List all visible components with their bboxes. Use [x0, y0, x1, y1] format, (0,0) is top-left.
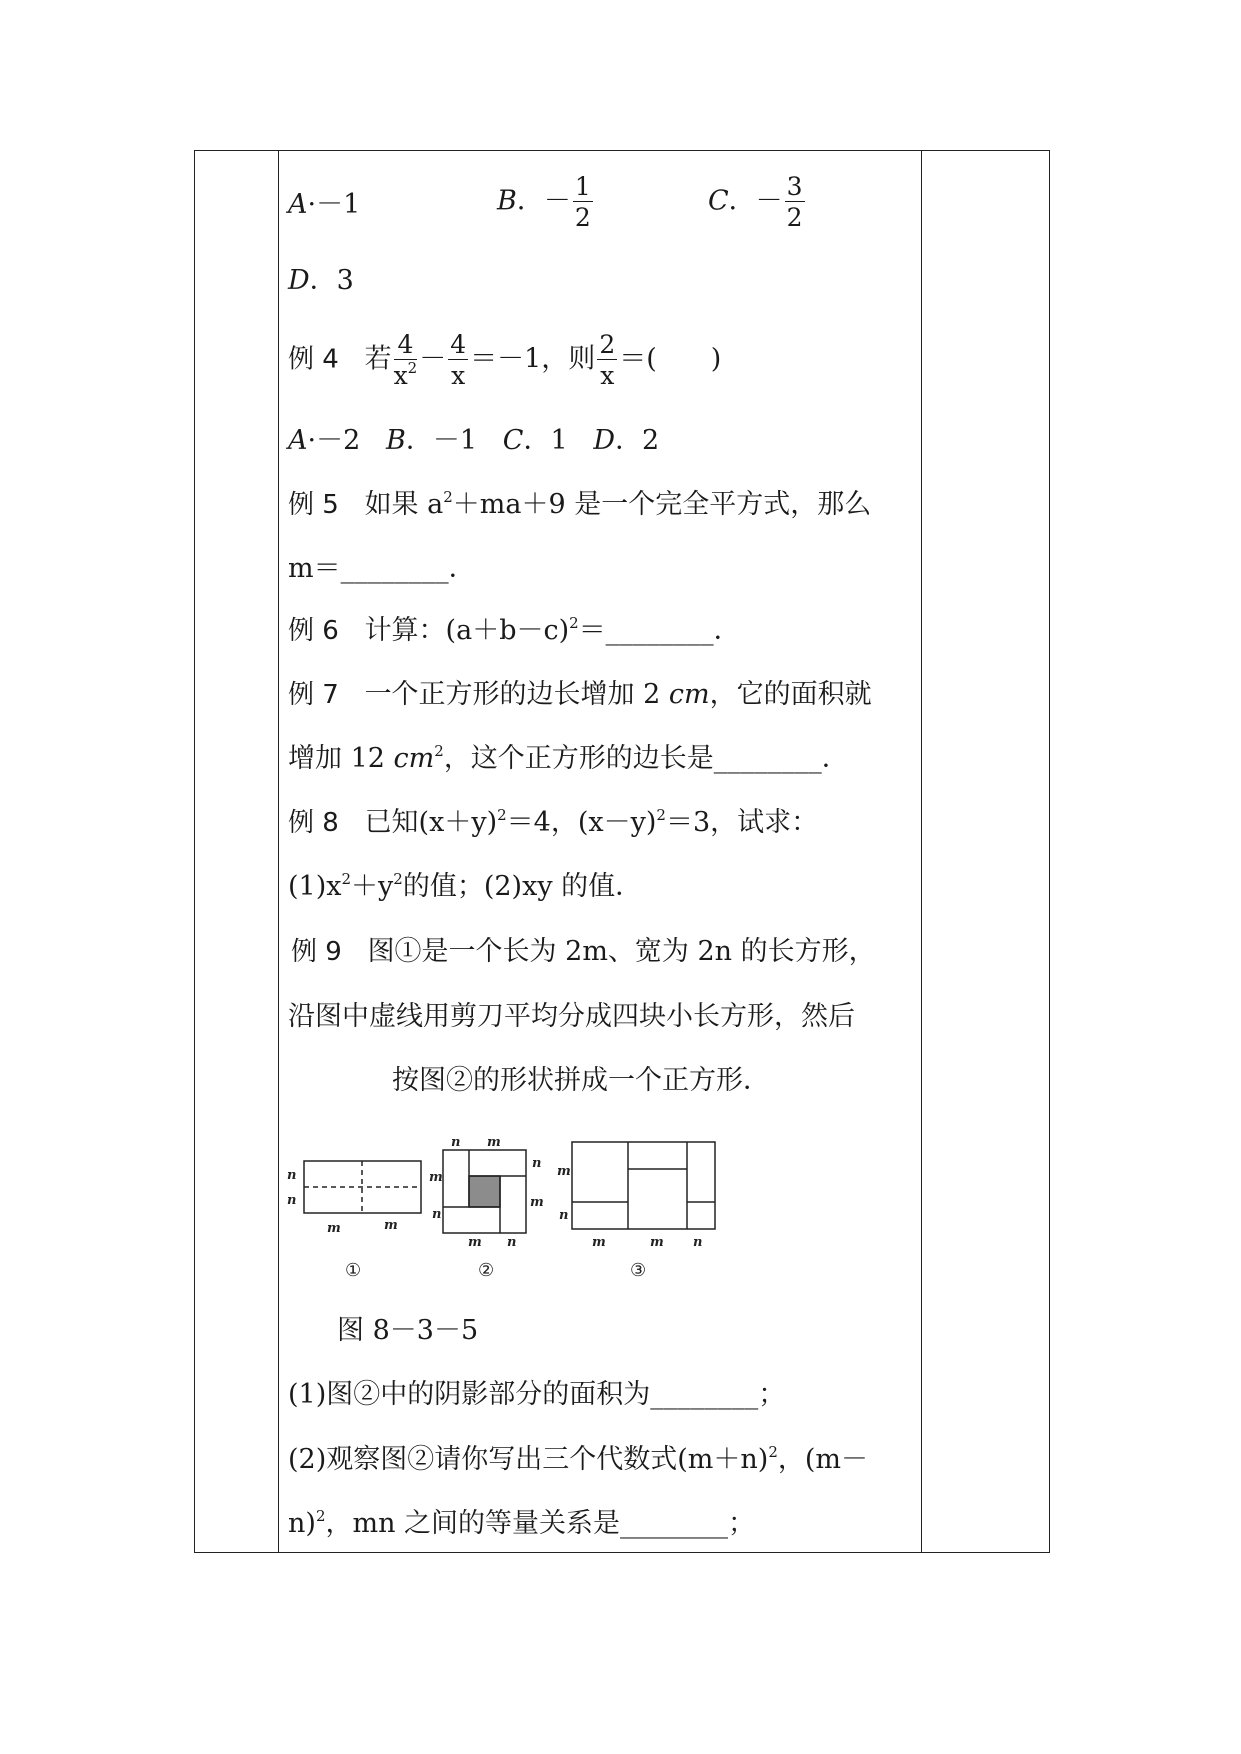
label-n: n: [559, 1208, 569, 1223]
label-m: m: [530, 1195, 544, 1210]
example-label: 例 4: [288, 344, 339, 375]
ex8-text-3: ＝3，试求：: [665, 807, 819, 838]
diagram-1-number: ①: [345, 1260, 362, 1281]
ex6-text-1: 计算：(a＋b－c): [364, 615, 570, 646]
label-m: m: [557, 1164, 571, 1179]
ex4-fraction-1: [394, 332, 418, 388]
ex8-sub-1: (1)x: [288, 871, 342, 902]
ex8-question: [288, 806, 818, 840]
ex9-question: [291, 935, 876, 969]
fraction-numerator: 1: [574, 172, 591, 201]
superscript: 2: [407, 359, 418, 377]
label-m: m: [592, 1235, 606, 1250]
ex3-option-d: [288, 264, 354, 298]
ex4-text-pre: 若: [364, 343, 392, 375]
label-n: n: [287, 1193, 297, 1208]
option-a-value: ·－1: [307, 189, 361, 220]
ex3-option-b: [497, 174, 595, 230]
option-b-fraction: [573, 174, 593, 230]
example-label: 例 7: [288, 680, 339, 710]
table-column-divider-left: [278, 150, 279, 1553]
ex6-text-2: ＝________．: [578, 615, 741, 646]
ex7-question: [288, 678, 872, 712]
superscript: 2: [443, 488, 453, 506]
label-n: n: [693, 1235, 703, 1250]
ex9-q2-text-3: n): [288, 1508, 316, 1539]
fraction-denominator: x: [451, 361, 466, 390]
figure-8-3-5: [285, 1138, 725, 1292]
label-m: m: [384, 1218, 398, 1233]
example-label: 例 9: [291, 937, 342, 967]
option-b-value: ．－1: [405, 425, 478, 456]
diagram-3-arrangement: [572, 1142, 715, 1229]
diagram-1-rectangle: [304, 1161, 421, 1213]
ex9-q2-text-4: ，mn 之间的等量关系是________；: [325, 1508, 756, 1539]
diagram-2-number: ②: [478, 1260, 495, 1281]
label-m: m: [468, 1235, 482, 1250]
ex8-subquestions: [288, 870, 642, 904]
option-d-value: ．3: [309, 265, 354, 296]
ex4-text-post: ＝( ): [619, 343, 722, 375]
ex9-subquestion-2: [288, 1443, 868, 1477]
label-n: n: [432, 1207, 442, 1222]
label-n: n: [507, 1235, 517, 1250]
superscript: 2: [768, 1443, 778, 1461]
option-d-value: ．2: [615, 425, 660, 456]
label-m: m: [327, 1221, 341, 1236]
example-label: 例 5: [288, 490, 339, 520]
ex8-text-1: 已知(x＋y): [364, 807, 498, 838]
superscript: 2: [434, 742, 444, 760]
fraction-denominator: [394, 360, 418, 388]
ex5-answer-line: m＝________．: [288, 553, 476, 584]
ex4-fraction-3: [597, 332, 617, 388]
option-b-sign: ．－: [516, 185, 571, 217]
label-n: n: [532, 1156, 542, 1171]
ex4-text-mid: ＝－1，则: [470, 343, 596, 375]
superscript: 2: [341, 870, 352, 888]
fraction-denominator-base: x: [393, 361, 408, 390]
option-c-value: ．1: [523, 425, 568, 456]
ex9-text-2: 沿图中虚线用剪刀平均分成四块小长方形，然后: [288, 1001, 855, 1032]
superscript: 2: [315, 1507, 326, 1525]
ex7-text-3: 增加 12: [288, 743, 394, 774]
ex9-subquestion-2-line2: [288, 1507, 755, 1541]
option-a-letter: A: [288, 189, 308, 220]
ex5-text-2: ＋ma＋9 是一个完全平方式，那么: [452, 489, 872, 520]
ex9-text-1: 图①是一个长为 2m、宽为 2n 的长方形，: [367, 936, 876, 967]
ex7-text-4: ，这个正方形的边长是________．: [443, 743, 849, 774]
ex7-text-1: 一个正方形的边长增加 2: [364, 679, 669, 710]
ex3-option-c: [708, 174, 807, 230]
ex9-text-3: 按图②的形状拼成一个正方形．: [392, 1065, 770, 1096]
option-a-value: ·－2: [307, 425, 361, 456]
option-a-letter: A: [288, 425, 308, 456]
ex6-question: [288, 614, 741, 648]
ex9-subquestion-1: (1)图②中的阴影部分的面积为________；: [288, 1379, 786, 1410]
ex4-minus: －: [419, 343, 447, 375]
ex8-text-2: ＝4，(x－y): [506, 807, 657, 838]
example-label: 例 6: [288, 616, 339, 646]
fraction-numerator: 4: [394, 332, 418, 360]
ex4-fraction-2: [448, 332, 468, 388]
diagram-3-number: ③: [630, 1260, 647, 1281]
ex7-question-line2: [288, 742, 849, 776]
fraction-denominator: x: [600, 361, 615, 390]
superscript: 2: [656, 806, 666, 824]
unit-cm: cm: [393, 743, 435, 774]
ex5-text-1: 如果 a: [364, 489, 444, 520]
fraction-numerator: 2: [599, 330, 616, 359]
option-c-letter: C: [502, 425, 524, 456]
option-c-sign: ．－: [728, 185, 783, 217]
fraction-numerator: 4: [450, 330, 467, 359]
example-label: 例 8: [288, 808, 339, 838]
diagram-2-square: [443, 1150, 526, 1233]
figure-diagrams: [285, 1138, 725, 1288]
table-column-divider-right: [921, 150, 922, 1553]
fraction-denominator: 2: [786, 203, 803, 232]
ex3-options-row: [288, 188, 360, 222]
option-d-letter: D: [593, 425, 616, 456]
label-m: m: [487, 1138, 501, 1150]
ex4-question: [288, 332, 721, 388]
label-n: n: [287, 1168, 297, 1183]
label-n: n: [451, 1138, 461, 1150]
label-m: m: [429, 1170, 443, 1185]
option-c-fraction: [785, 174, 805, 230]
fraction-numerator: 3: [786, 172, 803, 201]
ex9-q2-text-1: (2)观察图②请你写出三个代数式(m＋n): [288, 1444, 769, 1475]
superscript: 2: [393, 870, 403, 888]
ex4-options: [288, 424, 659, 458]
label-m: m: [650, 1235, 664, 1250]
unit-cm: cm: [668, 679, 710, 710]
ex9-q2-text-2: ，(m－: [777, 1444, 868, 1475]
option-b-letter: B: [386, 425, 406, 456]
option-b-letter: B: [497, 185, 517, 217]
ex7-text-2: ，它的面积就: [709, 679, 872, 710]
option-d-letter: D: [288, 265, 310, 296]
fraction-denominator: 2: [574, 203, 591, 232]
ex8-sub-3: 的值；(2)xy 的值．: [402, 871, 643, 902]
superscript: 2: [497, 806, 507, 824]
ex5-question: [288, 488, 871, 522]
ex8-sub-2: ＋y: [351, 871, 394, 902]
option-c-letter: C: [708, 185, 729, 217]
figure-caption: 图 8－3－5: [337, 1315, 479, 1346]
superscript: 2: [569, 614, 579, 632]
